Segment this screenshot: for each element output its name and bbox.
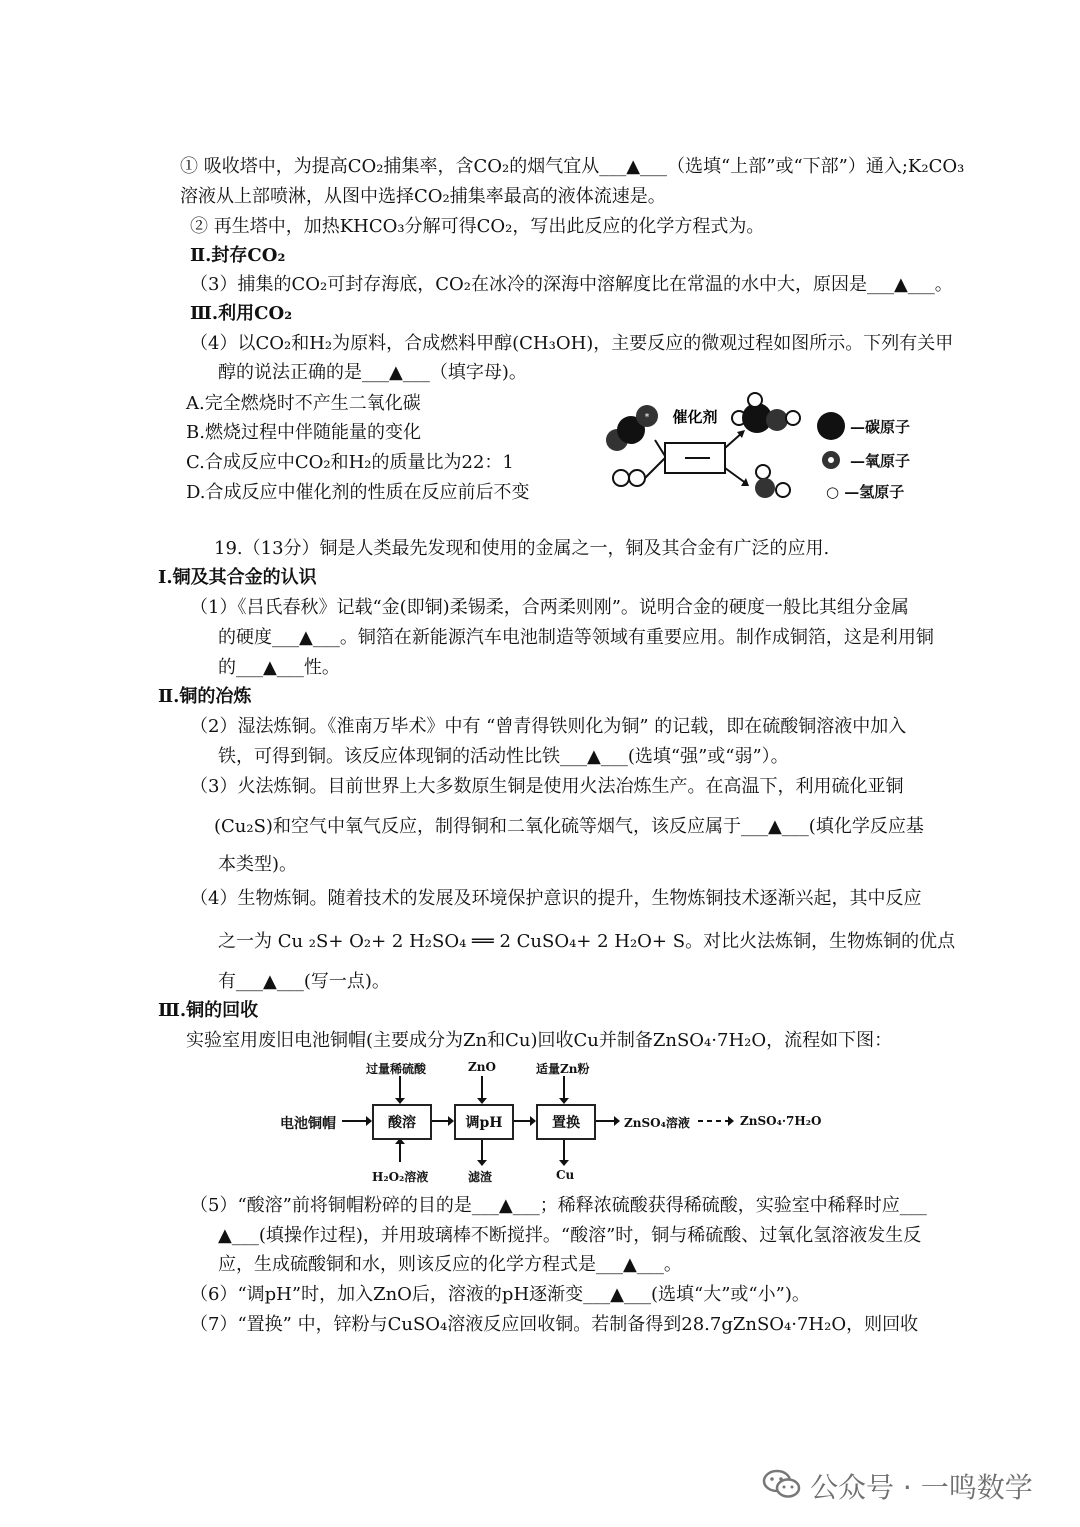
svg-text:*: * [644,413,650,423]
flow-output-residue: 滤渣 [468,1170,493,1184]
legend-oxygen-icon [822,451,840,469]
option-a: A.完全燃烧时不产生二氧化碳 [186,393,421,414]
flow-input-zn: 适量Zn粉 [536,1062,590,1076]
q19-1-line2: 的硬度___▲___。铜箔在新能源汽车电池制造等领域有重要应用。制作成铜箔，这是利用铜 [218,627,934,648]
option-c: C.合成反应中CO₂和H₂的质量比为22：1 [186,452,514,473]
q19-6-line: （6）“调pH”时，加入ZnO后，溶液的pH逐渐变___▲___(选填“大”或“小”)。 [190,1284,810,1305]
option-b: B.燃烧过程中伴随能量的变化 [186,422,421,443]
q19-4-line3: 有___▲___(写一点)。 [218,971,390,992]
q19-5-line1: （5）“酸溶”前将铜帽粉碎的目的是___▲___；稀释浓硫酸获得稀硫酸，实验室中稀释时应___ [190,1195,927,1216]
flow-start: 电池铜帽 [280,1116,336,1132]
q4-line1: （4）以CO₂和H₂为原料，合成燃料甲醇(CH₃OH)，主要反应的微观过程如图所示。下列有关甲 [190,333,954,354]
q19-2-line1: （2）湿法炼铜。《淮南万毕术》中有 “曾青得铁则化为铜” 的记载，即在硫酸铜溶液中加入 [190,716,907,737]
q3-line: （3）捕集的CO₂可封存海底，CO₂在冰冷的深海中溶解度比在常温的水中大，原因是___▲___。 [190,274,953,295]
q19-4-line2: 之一为 Cu ₂S+ O₂+ 2 H₂SO₄ ══ 2 CuSO₄+ 2 H₂O+ S。对比火法炼铜，生物炼铜的优点 [218,931,956,952]
flow-input-acid: 过量稀硫酸 [366,1062,427,1076]
q-absorb-line1: ① 吸收塔中，为提高CO₂捕集率，含CO₂的烟气宜从___▲___（选填“上部”或“下部”）通入;K₂CO₃ [180,156,965,177]
q19-intro: 19.（13分）铜是人类最先发现和使用的金属之一，铜及其合金有广泛的应用. [214,538,830,559]
section-copper-recycling: Ⅲ.铜的回收 [158,1000,259,1021]
section-copper-smelting: Ⅱ.铜的冶炼 [158,686,252,707]
h2-molecule-icon [613,470,645,486]
flow-output-crystal: ZnSO₄·7H₂O [740,1114,822,1128]
flow-output-cu: Cu [556,1168,575,1182]
section-copper-knowledge: Ⅰ.铜及其合金的认识 [158,567,317,588]
watermark-text: 公众号 · 一鸣数学 [810,1471,1033,1504]
methanol-molecule-icon [732,393,800,433]
flow-box-acid-dissolve: 酸溶 [372,1104,432,1140]
q19-7-line: （7）“置换” 中，锌粉与CuSO₄溶液反应回收铜。若制备得到28.7gZnSO₄·7H₂O，则回收 [190,1314,919,1335]
flow-input-h2o2: H₂O₂溶液 [372,1170,429,1184]
legend-oxygen: —氧原子 [850,452,911,470]
recycling-flowchart [280,1058,840,1188]
flow-input-zno: ZnO [468,1060,496,1074]
q19-5-line3: 应，生成硫酸铜和水，则该反应的化学方程式是___▲___。 [218,1254,682,1275]
q19-5-line2: ▲___(填操作过程)，并用玻璃棒不断搅拌。“酸溶”时，铜与稀硫酸、过氧化氢溶液发生反 [218,1225,922,1246]
flow-box-adjust-ph: 调pH [454,1104,514,1140]
q-regen-line: ② 再生塔中，加热KHCO₃分解可得CO₂，写出此反应的化学方程式为。 [190,216,765,237]
q4-line2: 醇的说法正确的是___▲___（填字母)。 [218,362,527,383]
flow-box-replace: 置换 [536,1104,596,1140]
wechat-icon [762,1468,802,1500]
section-use-co2: Ⅲ.利用CO₂ [190,303,293,324]
legend-carbon: —碳原子 [850,418,911,436]
option-d: D.合成反应中催化剂的性质在反应前后不变 [186,482,530,503]
legend-hydrogen: ○ —氢原子 [826,483,905,501]
q19-1-line3: 的___▲___性。 [218,657,340,678]
q19-3-line3: 本类型)。 [218,854,298,875]
q19-1-line1: （1）《吕氏春秋》记载“金(即铜)柔锡柔，合两柔则刚”。说明合金的硬度一般比其组分金属 [190,597,909,618]
q19-3-line2: (Cu₂S)和空气中氧气反应，制得铜和二氧化硫等烟气，该反应属于___▲___(填化学反应基 [214,816,924,837]
recycle-intro: 实验室用废旧电池铜帽(主要成分为Zn和Cu)回收Cu并制备ZnSO₄·7H₂O，流程如下图： [186,1030,893,1051]
catalyst-label: 催化剂 [672,408,718,426]
q19-3-line1: （3）火法炼铜。目前世界上大多数原生铜是使用火法冶炼生产。在高温下，利用硫化亚铜 [190,776,904,797]
q-absorb-line2: 溶液从上部喷淋，从图中选择CO₂捕集率最高的液体流速是。 [180,186,666,207]
legend-carbon-icon [817,412,845,440]
q19-4-line1: （4）生物炼铜。随着技术的发展及环境保护意识的提升，生物炼铜技术逐渐兴起，其中反应 [190,888,922,909]
water-molecule-icon [755,465,790,498]
q19-2-line2: 铁，可得到铜。该反应体现铜的活动性比铁___▲___(选填“强”或“弱”）。 [218,746,789,767]
flow-output-solution: ZnSO₄溶液 [624,1116,690,1130]
section-store-co2: Ⅱ.封存CO₂ [190,245,286,266]
co2-molecule-icon [606,405,658,451]
